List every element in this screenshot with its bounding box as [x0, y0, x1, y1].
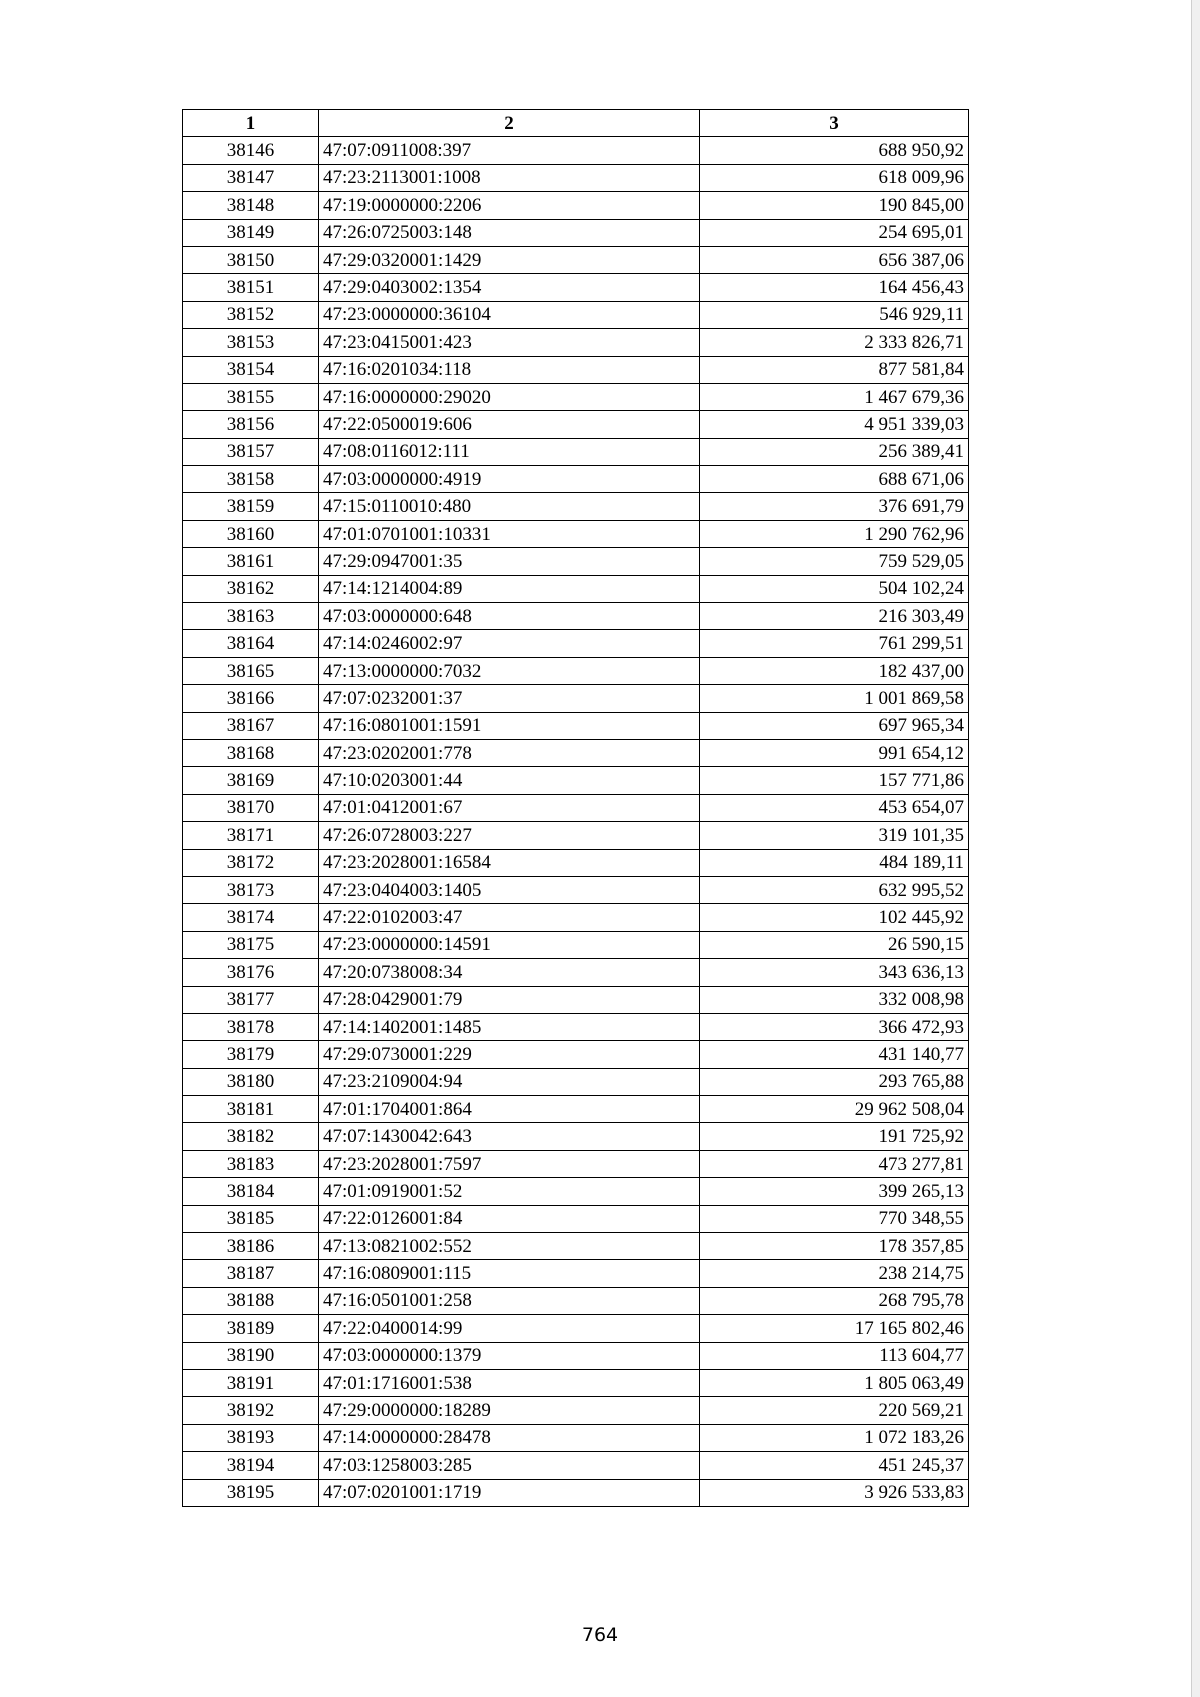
cadastral-number: 47:22:0102003:47	[319, 904, 700, 931]
table-row	[183, 1096, 969, 1123]
table-row	[183, 657, 969, 684]
cadastral-number: 47:16:0809001:115	[319, 1260, 700, 1287]
cadastral-value: 256 389,41	[700, 438, 969, 465]
cadastral-number: 47:01:0701001:10331	[319, 520, 700, 547]
cadastral-value: 991 654,12	[700, 739, 969, 766]
row-number: 38170	[183, 794, 319, 821]
table-body	[183, 137, 969, 1507]
cadastral-value: 268 795,78	[700, 1287, 969, 1314]
table-row	[183, 1150, 969, 1177]
page-number: 764	[581, 1624, 619, 1646]
cadastral-number: 47:03:1258003:285	[319, 1452, 700, 1479]
cadastral-number: 47:29:0947001:35	[319, 548, 700, 575]
row-number: 38195	[183, 1479, 319, 1506]
table-row	[183, 466, 969, 493]
table-row	[183, 603, 969, 630]
table-row	[183, 630, 969, 657]
row-number: 38157	[183, 438, 319, 465]
row-number: 38169	[183, 767, 319, 794]
row-number: 38168	[183, 739, 319, 766]
table-row	[183, 822, 969, 849]
table-row	[183, 1424, 969, 1451]
cadastral-number: 47:23:2028001:16584	[319, 849, 700, 876]
row-number: 38172	[183, 849, 319, 876]
row-number: 38166	[183, 685, 319, 712]
cadastral-value: 26 590,15	[700, 931, 969, 958]
table-row	[183, 246, 969, 273]
row-number: 38171	[183, 822, 319, 849]
cadastral-value: 761 299,51	[700, 630, 969, 657]
row-number: 38147	[183, 164, 319, 191]
row-number: 38174	[183, 904, 319, 931]
table-row	[183, 959, 969, 986]
cadastral-value: 4 951 339,03	[700, 411, 969, 438]
cadastral-value: 759 529,05	[700, 548, 969, 575]
cadastral-value: 504 102,24	[700, 575, 969, 602]
table-row	[183, 548, 969, 575]
cadastral-number: 47:03:0000000:648	[319, 603, 700, 630]
row-number: 38151	[183, 274, 319, 301]
cadastral-value: 343 636,13	[700, 959, 969, 986]
row-number: 38161	[183, 548, 319, 575]
table-row	[183, 794, 969, 821]
cadastral-value: 332 008,98	[700, 986, 969, 1013]
table-row	[183, 219, 969, 246]
cadastral-number: 47:22:0400014:99	[319, 1315, 700, 1342]
row-number: 38150	[183, 246, 319, 273]
header-col-3: 3	[700, 110, 969, 137]
cadastral-number: 47:07:0232001:37	[319, 685, 700, 712]
cadastral-value: 656 387,06	[700, 246, 969, 273]
cadastral-number: 47:14:1214004:89	[319, 575, 700, 602]
cadastral-number: 47:16:0501001:258	[319, 1287, 700, 1314]
row-number: 38173	[183, 876, 319, 903]
table-row	[183, 1041, 969, 1068]
cadastral-value: 1 805 063,49	[700, 1369, 969, 1396]
table-row	[183, 520, 969, 547]
table-row	[183, 274, 969, 301]
cadastral-value: 238 214,75	[700, 1260, 969, 1287]
cadastral-number: 47:23:0415001:423	[319, 329, 700, 356]
cadastral-number: 47:08:0116012:111	[319, 438, 700, 465]
row-number: 38186	[183, 1233, 319, 1260]
row-number: 38193	[183, 1424, 319, 1451]
cadastral-value-table	[182, 109, 969, 1507]
row-number: 38190	[183, 1342, 319, 1369]
header-col-2: 2	[319, 110, 700, 137]
cadastral-number: 47:07:0911008:397	[319, 137, 700, 164]
row-number: 38158	[183, 466, 319, 493]
row-number: 38167	[183, 712, 319, 739]
table-row	[183, 164, 969, 191]
row-number: 38152	[183, 301, 319, 328]
row-number: 38148	[183, 192, 319, 219]
cadastral-value: 376 691,79	[700, 493, 969, 520]
page-edge	[1191, 0, 1200, 1697]
table-row	[183, 712, 969, 739]
cadastral-value: 113 604,77	[700, 1342, 969, 1369]
row-number: 38153	[183, 329, 319, 356]
row-number: 38155	[183, 383, 319, 410]
table-row	[183, 876, 969, 903]
cadastral-value: 190 845,00	[700, 192, 969, 219]
table-row	[183, 1369, 969, 1396]
table-row	[183, 685, 969, 712]
table-row	[183, 1479, 969, 1506]
cadastral-number: 47:01:1704001:864	[319, 1096, 700, 1123]
row-number: 38183	[183, 1150, 319, 1177]
table-row	[183, 192, 969, 219]
cadastral-number: 47:29:0000000:18289	[319, 1397, 700, 1424]
cadastral-number: 47:13:0821002:552	[319, 1233, 700, 1260]
cadastral-number: 47:14:0246002:97	[319, 630, 700, 657]
cadastral-value: 877 581,84	[700, 356, 969, 383]
table-row	[183, 849, 969, 876]
cadastral-number: 47:07:1430042:643	[319, 1123, 700, 1150]
cadastral-value: 157 771,86	[700, 767, 969, 794]
cadastral-number: 47:29:0730001:229	[319, 1041, 700, 1068]
cadastral-number: 47:03:0000000:4919	[319, 466, 700, 493]
row-number: 38194	[183, 1452, 319, 1479]
cadastral-number: 47:14:0000000:28478	[319, 1424, 700, 1451]
cadastral-value: 484 189,11	[700, 849, 969, 876]
table-row	[183, 411, 969, 438]
cadastral-value: 546 929,11	[700, 301, 969, 328]
cadastral-number: 47:10:0203001:44	[319, 767, 700, 794]
cadastral-number: 47:23:0000000:14591	[319, 931, 700, 958]
cadastral-value: 1 072 183,26	[700, 1424, 969, 1451]
cadastral-value: 293 765,88	[700, 1068, 969, 1095]
cadastral-value: 164 456,43	[700, 274, 969, 301]
table-row	[183, 1068, 969, 1095]
row-number: 38182	[183, 1123, 319, 1150]
cadastral-value: 770 348,55	[700, 1205, 969, 1232]
row-number: 38156	[183, 411, 319, 438]
table-row	[183, 329, 969, 356]
cadastral-number: 47:29:0320001:1429	[319, 246, 700, 273]
cadastral-value: 473 277,81	[700, 1150, 969, 1177]
cadastral-value: 431 140,77	[700, 1041, 969, 1068]
cadastral-number: 47:23:0404003:1405	[319, 876, 700, 903]
row-number: 38146	[183, 137, 319, 164]
cadastral-number: 47:15:0110010:480	[319, 493, 700, 520]
row-number: 38179	[183, 1041, 319, 1068]
cadastral-number: 47:16:0801001:1591	[319, 712, 700, 739]
row-number: 38185	[183, 1205, 319, 1232]
row-number: 38184	[183, 1178, 319, 1205]
table-row	[183, 986, 969, 1013]
row-number: 38180	[183, 1068, 319, 1095]
cadastral-number: 47:23:2113001:1008	[319, 164, 700, 191]
row-number: 38165	[183, 657, 319, 684]
cadastral-value: 453 654,07	[700, 794, 969, 821]
cadastral-number: 47:23:0202001:778	[319, 739, 700, 766]
row-number: 38175	[183, 931, 319, 958]
table-row	[183, 137, 969, 164]
table-row	[183, 575, 969, 602]
cadastral-value: 254 695,01	[700, 219, 969, 246]
table-row	[183, 767, 969, 794]
row-number: 38159	[183, 493, 319, 520]
row-number: 38154	[183, 356, 319, 383]
table-row	[183, 1287, 969, 1314]
cadastral-value: 191 725,92	[700, 1123, 969, 1150]
cadastral-number: 47:23:2028001:7597	[319, 1150, 700, 1177]
row-number: 38181	[183, 1096, 319, 1123]
cadastral-number: 47:13:0000000:7032	[319, 657, 700, 684]
cadastral-number: 47:22:0126001:84	[319, 1205, 700, 1232]
cadastral-value: 632 995,52	[700, 876, 969, 903]
cadastral-number: 47:01:1716001:538	[319, 1369, 700, 1396]
table-row	[183, 1205, 969, 1232]
cadastral-value: 451 245,37	[700, 1452, 969, 1479]
cadastral-value: 178 357,85	[700, 1233, 969, 1260]
table-row	[183, 438, 969, 465]
cadastral-value: 319 101,35	[700, 822, 969, 849]
cadastral-number: 47:23:0000000:36104	[319, 301, 700, 328]
table-row	[183, 1397, 969, 1424]
row-number: 38189	[183, 1315, 319, 1342]
cadastral-value: 102 445,92	[700, 904, 969, 931]
row-number: 38176	[183, 959, 319, 986]
header-row	[183, 110, 969, 137]
cadastral-number: 47:23:2109004:94	[319, 1068, 700, 1095]
cadastral-value: 29 962 508,04	[700, 1096, 969, 1123]
table-row	[183, 1315, 969, 1342]
row-number: 38178	[183, 1013, 319, 1040]
cadastral-number: 47:03:0000000:1379	[319, 1342, 700, 1369]
row-number: 38187	[183, 1260, 319, 1287]
cadastral-value: 182 437,00	[700, 657, 969, 684]
cadastral-value: 1 001 869,58	[700, 685, 969, 712]
table-row	[183, 904, 969, 931]
cadastral-number: 47:14:1402001:1485	[319, 1013, 700, 1040]
cadastral-number: 47:29:0403002:1354	[319, 274, 700, 301]
table-row	[183, 1342, 969, 1369]
table-row	[183, 1013, 969, 1040]
header-col-1: 1	[183, 110, 319, 137]
cadastral-value: 697 965,34	[700, 712, 969, 739]
cadastral-value: 688 950,92	[700, 137, 969, 164]
cadastral-number: 47:16:0201034:118	[319, 356, 700, 383]
cadastral-value: 1 290 762,96	[700, 520, 969, 547]
table-row	[183, 1233, 969, 1260]
cadastral-number: 47:20:0738008:34	[319, 959, 700, 986]
table-row	[183, 739, 969, 766]
cadastral-number: 47:28:0429001:79	[319, 986, 700, 1013]
cadastral-value: 216 303,49	[700, 603, 969, 630]
row-number: 38163	[183, 603, 319, 630]
table-header	[183, 110, 969, 137]
table-row	[183, 1260, 969, 1287]
row-number: 38177	[183, 986, 319, 1013]
cadastral-number: 47:07:0201001:1719	[319, 1479, 700, 1506]
cadastral-number: 47:26:0728003:227	[319, 822, 700, 849]
cadastral-value: 3 926 533,83	[700, 1479, 969, 1506]
table-row	[183, 493, 969, 520]
cadastral-value: 17 165 802,46	[700, 1315, 969, 1342]
table-row	[183, 301, 969, 328]
row-number: 38188	[183, 1287, 319, 1314]
table-row	[183, 1123, 969, 1150]
table-row	[183, 383, 969, 410]
table-row	[183, 1452, 969, 1479]
cadastral-number: 47:01:0412001:67	[319, 794, 700, 821]
cadastral-value: 399 265,13	[700, 1178, 969, 1205]
cadastral-value: 688 671,06	[700, 466, 969, 493]
cadastral-value: 220 569,21	[700, 1397, 969, 1424]
cadastral-number: 47:16:0000000:29020	[319, 383, 700, 410]
row-number: 38191	[183, 1369, 319, 1396]
cadastral-number: 47:26:0725003:148	[319, 219, 700, 246]
cadastral-value: 366 472,93	[700, 1013, 969, 1040]
cadastral-value: 2 333 826,71	[700, 329, 969, 356]
table-row	[183, 1178, 969, 1205]
table-row	[183, 356, 969, 383]
table-row	[183, 931, 969, 958]
cadastral-number: 47:19:0000000:2206	[319, 192, 700, 219]
cadastral-value: 618 009,96	[700, 164, 969, 191]
cadastral-number: 47:22:0500019:606	[319, 411, 700, 438]
row-number: 38162	[183, 575, 319, 602]
row-number: 38192	[183, 1397, 319, 1424]
row-number: 38149	[183, 219, 319, 246]
cadastral-value: 1 467 679,36	[700, 383, 969, 410]
cadastral-number: 47:01:0919001:52	[319, 1178, 700, 1205]
row-number: 38164	[183, 630, 319, 657]
row-number: 38160	[183, 520, 319, 547]
